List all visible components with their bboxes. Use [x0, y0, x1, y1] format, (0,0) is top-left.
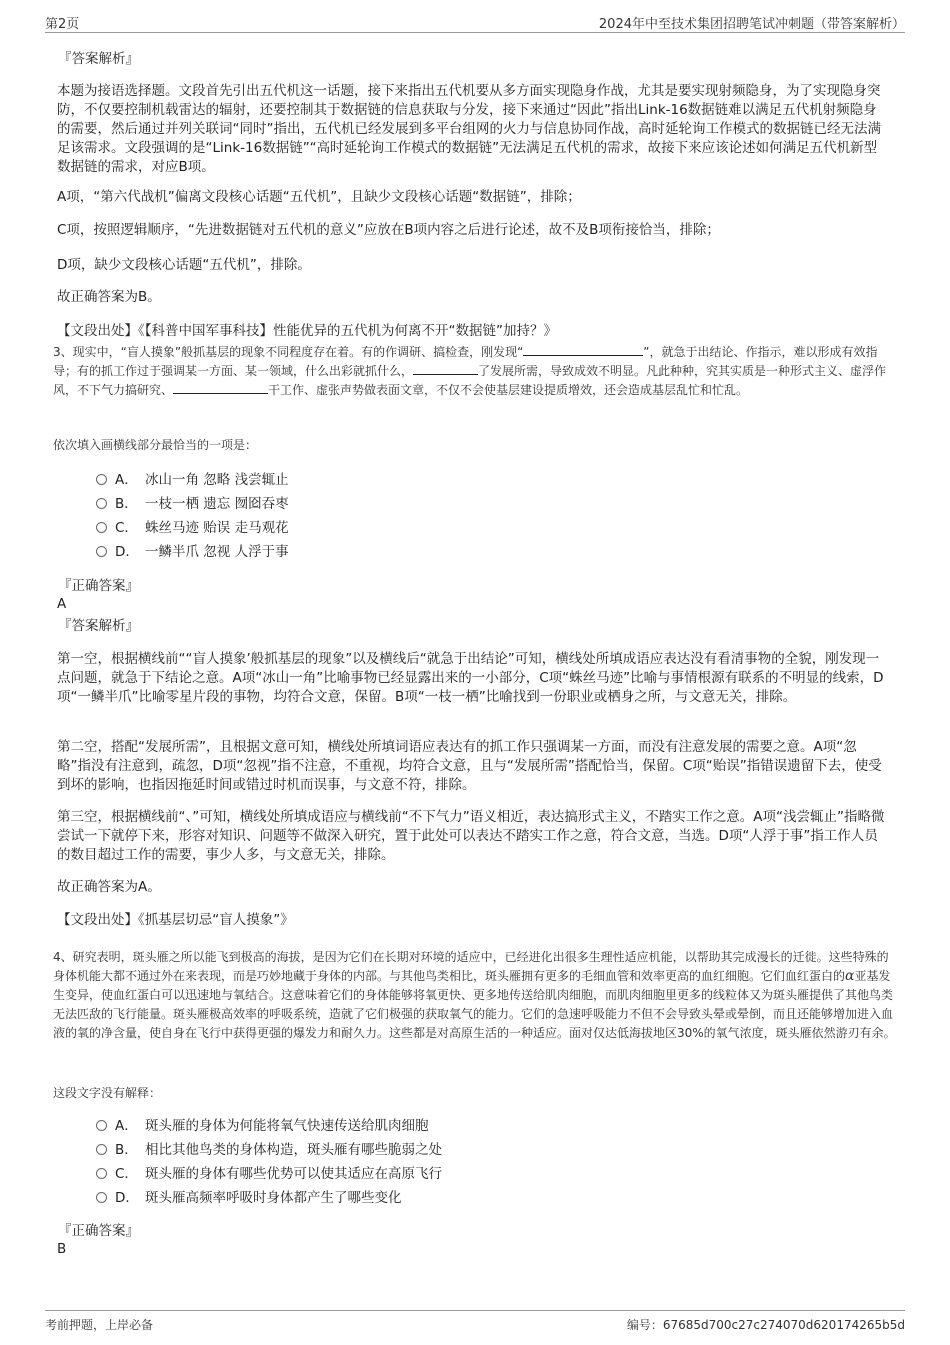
radio-icon[interactable] — [96, 1120, 107, 1131]
q4-stem: 4、研究表明，斑头雁之所以能飞到极高的海拔，是因为它们在长期对环境的适应中，已经进化出很多生理性适应机能，以帮助其完成漫长的迁徙。这些特殊的身体机能大都不通过外在来表现，而是巧妙地藏于身体的内部。与其他鸟类相比，斑头雁拥有更多的毛细血管和效率更高的血红细胞。它们血红蛋白的α亚基发生变异，使血红蛋白可以迅速地与氧结合。这意味着它们的身体能够将氧更快、更多地传送给肌肉细胞，而肌肉细胞里更多的线粒体又为斑头雁提供了其他鸟类无法匹敌的飞行能量。斑头雁极高效率的呼吸系统，造就了它们极强的获取氧气的能力。它们的急速呼吸能力不但不会导致头晕或晕倒，而且还能够增加进入血液的氧的净含量，使自身在飞行中获得更强的爆发力和耐久力。这些都是对高原生活的一种适应。面对仅达低海拔地区30%的氧气浓度，斑头雁依然游刃有余。 — [53, 950, 896, 1040]
radio-icon[interactable] — [96, 1168, 107, 1179]
q3-analysis-paragraph: 第二空，搭配“发展所需”，且根据文意可知，横线处所填词语应表达有的抓工作只强调某一方面，而没有注意发展的需要之意。A项“忽略”指没有注意到，疏忽，D项“忽视”指不注意，不重视，均符合文意，且与“发展所需”搭配恰当，保留。C项“贻误”指错误遗留下去，使受到坏的影响，也指因拖延时间或错过时机而误事，与文意不符，排除。 — [57, 739, 882, 793]
q3-answer-statement: 故正确答案为A。 — [57, 879, 161, 895]
q3-correct-label: 『正确答案』 — [58, 578, 139, 594]
q4-options — [96, 1114, 442, 1210]
q3-prompt: 依次填入画横线部分最恰当的一项是： — [53, 438, 258, 452]
q3-source: 【文段出处】《抓基层切忌“盲人摸象”》 — [57, 912, 294, 928]
option-c[interactable]: C． 蛛丝马迹 贻误 走马观花 — [96, 516, 289, 540]
option-d[interactable]: D． 斑头雁高频率呼吸时身体都产生了哪些变化 — [96, 1186, 442, 1210]
document-code: 编号：67685d700c27c274070d620174265b5d — [626, 1318, 905, 1332]
blank-line — [523, 343, 643, 356]
option-b[interactable]: B． 相比其他鸟类的身体构造，斑头雁有哪些脆弱之处 — [96, 1138, 442, 1162]
radio-icon[interactable] — [96, 1192, 107, 1203]
q3-correct-answer: A — [57, 596, 67, 612]
q4-prompt: 这段文字没有解释： — [53, 1086, 162, 1100]
q2-analysis-label: 『答案解析』 — [58, 51, 139, 67]
page-number: 第2页 — [45, 17, 80, 32]
q3-analysis-paragraph: 第一空，根据横线前““盲人摸象’般抓基层的现象”以及横线后“就急于出结论”可知，横线处所填成语应表达没有看清事物的全貌，刚发现一点问题，就急于下结论之意。A项“冰山一角”比喻事物已经显露出来的一小部分，C项“蛛丝马迹”比喻与事情根源有联系的不明显的线索，D项“一鳞半爪”比喻零星片段的事物，均符合文意，保留。B项“一枝一栖”比喻找到一份职业或栖身之所，与文意无关，排除。 — [57, 651, 884, 705]
alpha-symbol: α — [845, 968, 855, 984]
q3-stem: 3、现实中，“盲人摸象”般抓基层的现象不同程度存在着。有的作调研、搞检查，刚发现“ ”，就急于出结论、作指示，难以形成有效指导；有的抓工作过于强调某一方面、某一领域，什么出彩就抓什么， 了发展所需，导致成效不明显。凡此种种，究其实质是一种形式主义、虚浮作风，不下气力搞研究、 干工作、虚张声势做表面文章，不仅不会使基层建设提质增效，还会造成基层乱忙和忙乱。 — [53, 345, 887, 397]
footer-slogan: 考前押题，上岸必备 — [45, 1318, 154, 1332]
option-a[interactable]: A． 斑头雁的身体为何能将氧气快速传送给肌肉细胞 — [96, 1114, 442, 1138]
q2-analysis-paragraph: A项，“第六代战机”偏离文段核心话题“五代机”，且缺少文段核心话题“数据链”，排除； — [57, 189, 581, 205]
option-b[interactable]: B． 一枝一栖 遗忘 囫囵吞枣 — [96, 492, 289, 516]
page-header — [45, 10, 905, 33]
radio-icon[interactable] — [96, 546, 107, 557]
document-title: 2024年中至技术集团招聘笔试冲刺题（带答案解析） — [598, 17, 905, 32]
q3-options — [96, 468, 289, 564]
radio-icon[interactable] — [96, 1144, 107, 1155]
q3-analysis-label: 『答案解析』 — [58, 618, 139, 634]
page-footer — [45, 1310, 905, 1333]
option-a[interactable]: A． 冰山一角 忽略 浅尝辄止 — [96, 468, 289, 492]
option-c[interactable]: C． 斑头雁的身体有哪些优势可以使其适应在高原飞行 — [96, 1162, 442, 1186]
q3-analysis-paragraph: 第三空，根据横线前“、”可知，横线处所填成语应与横线前“不下气力”语义相近，表达搞形式主义，不踏实工作之意。A项“浅尝辄止”指略微尝试一下就停下来，形容对知识、问题等不做深入研究，置于此处可以表达不踏实工作之意，符合文意，当选。D项“人浮于事”指工作人员的数目超过工作的需要，事少人多，与文意无关，排除。 — [57, 809, 885, 863]
radio-icon[interactable] — [96, 474, 107, 485]
radio-icon[interactable] — [96, 522, 107, 533]
radio-icon[interactable] — [96, 498, 107, 509]
q4-correct-answer: B — [57, 1241, 67, 1257]
option-d[interactable]: D． 一鳞半爪 忽视 人浮于事 — [96, 540, 289, 564]
q2-source: 【文段出处】《【科普中国军事科技】性能优异的五代机为何离不开“数据链”加持？》 — [57, 323, 557, 339]
q4-correct-label: 『正确答案』 — [58, 1223, 139, 1239]
q2-analysis-paragraph: 本题为接语选择题。文段首先引出五代机这一话题，接下来指出五代机要从多方面实现隐身作战，尤其是要实现射频隐身，为了实现隐身突防，不仅要控制机载雷达的辐射，还要控制其于数据链的信息获取与分发，接下来通过“因此”指出Link-16数据链难以满足五代机射频隐身的需要，然后通过并列关联词“同时”指出，五代机已经发展到多平台组网的火力与信息协同作战，高时延轮询工作模式的数据链已经无法满足该需求。文段强调的是“Link-16数据链”“高时延轮询工作模式的数据链”无法满足五代机的需求，故接下来应该论述如何满足五代机新型数据链的需求，对应B项。 — [57, 83, 881, 175]
blank-line — [173, 381, 268, 394]
blank-line — [413, 362, 478, 375]
q2-analysis-paragraph: D项，缺少文段核心话题“五代机”，排除。 — [57, 257, 311, 273]
q2-answer-statement: 故正确答案为B。 — [57, 289, 161, 305]
q2-analysis-paragraph: C项，按照逻辑顺序，“先进数据链对五代机的意义”应放在B项内容之后进行论述，故不及B项衔接恰当，排除； — [57, 222, 720, 238]
